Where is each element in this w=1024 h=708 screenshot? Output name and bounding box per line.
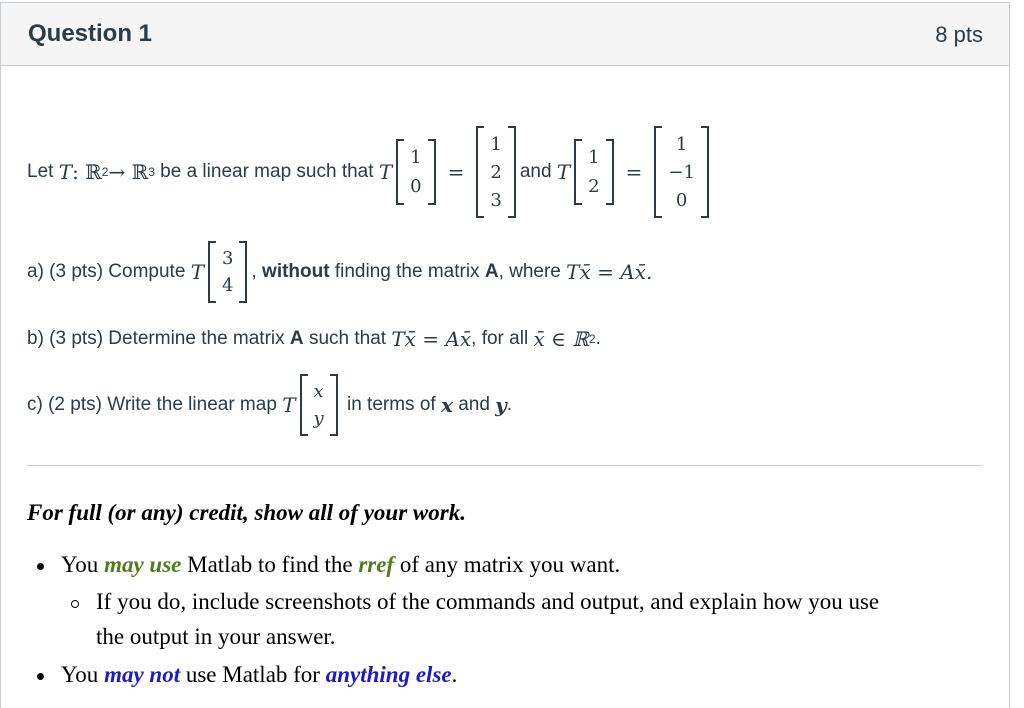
bullet-2: You may not use Matlab for anything else. [61, 662, 458, 687]
bullet-dot-1 [37, 563, 44, 570]
part-b-equation: Tx̄ = Ax̄ [391, 327, 472, 351]
anything-else-emphasis: anything else [325, 662, 452, 687]
part-a-label: a) (3 pts) Compute [27, 261, 186, 282]
part-a-comma: , [251, 261, 257, 282]
part-b-exp: 2 [588, 332, 596, 346]
credit-note: For full (or any) credit, show all of your work. [27, 500, 466, 525]
equals-1: = [447, 160, 465, 184]
part-a-rest: finding the matrix [334, 261, 480, 282]
part-b [27, 322, 601, 356]
vector-3-4: 3 4 [208, 241, 247, 303]
bullet-1: You may use Matlab to find the rref of any matrix you want. [61, 552, 621, 577]
vector-x-y: x y [300, 374, 338, 436]
part-c-T: T [282, 393, 296, 417]
question-header [1, 3, 1009, 66]
vector-1-2: 1 2 [574, 139, 613, 205]
intro-middle: be a linear map such that [160, 161, 374, 182]
may-not-emphasis: may not [104, 662, 181, 687]
part-a [27, 240, 652, 304]
vector-1-2-3: 1 2 3 [476, 126, 515, 218]
part-b-x: x̄ ∈ ℝ [533, 327, 589, 351]
intro-and: and [519, 161, 552, 182]
intro-T2: T [378, 160, 393, 184]
part-b-such: such that [308, 328, 387, 349]
part-b-A: A [289, 328, 304, 349]
part-b-end: . [595, 328, 601, 349]
part-c-rest: in terms of [346, 394, 436, 415]
bullet-dot-2 [37, 673, 44, 680]
part-c-y: y [495, 393, 507, 417]
bullet-circle [71, 600, 79, 608]
intro-dom-exp: 2 [101, 165, 109, 179]
question-title: Question 1 [28, 20, 153, 47]
intro-T: T [58, 160, 73, 184]
part-a-without: without [262, 261, 330, 282]
part-a-A: A [484, 261, 499, 282]
part-a-equation: Tx̄ = Ax̄. [566, 260, 653, 284]
equals-2: = [625, 160, 643, 184]
intro-prefix: Let [27, 161, 54, 182]
part-c-and: and [458, 394, 490, 415]
part-a-where: , where [498, 261, 561, 282]
sub-bullet-line-2: the output in your answer. [96, 624, 336, 649]
intro-arrow: → ℝ [108, 160, 149, 184]
sub-bullet-line-1: If you do, include screenshots of the commands and output, and explain how you use [96, 589, 880, 614]
part-c-end: . [506, 394, 513, 415]
intro-map: : ℝ [72, 160, 102, 184]
divider [27, 465, 983, 466]
rref-emphasis: rref [358, 552, 395, 577]
part-a-T: T [190, 260, 205, 284]
intro-cod-exp: 3 [148, 165, 155, 179]
part-c-label: c) (2 pts) Write the linear map [27, 394, 277, 415]
vector-1-0: 1 0 [396, 139, 435, 205]
question-points: 8 pts [935, 22, 983, 47]
part-b-label: b) (3 pts) Determine the matrix [27, 328, 285, 349]
part-c [27, 372, 512, 438]
intro-T3: T [556, 160, 571, 184]
part-c-x: x [440, 393, 453, 417]
intro-line [27, 122, 713, 222]
vector-1-neg1-0: 1 −1 0 [654, 126, 709, 218]
may-use-emphasis: may use [104, 552, 182, 577]
part-b-forall: , for all [471, 328, 529, 349]
